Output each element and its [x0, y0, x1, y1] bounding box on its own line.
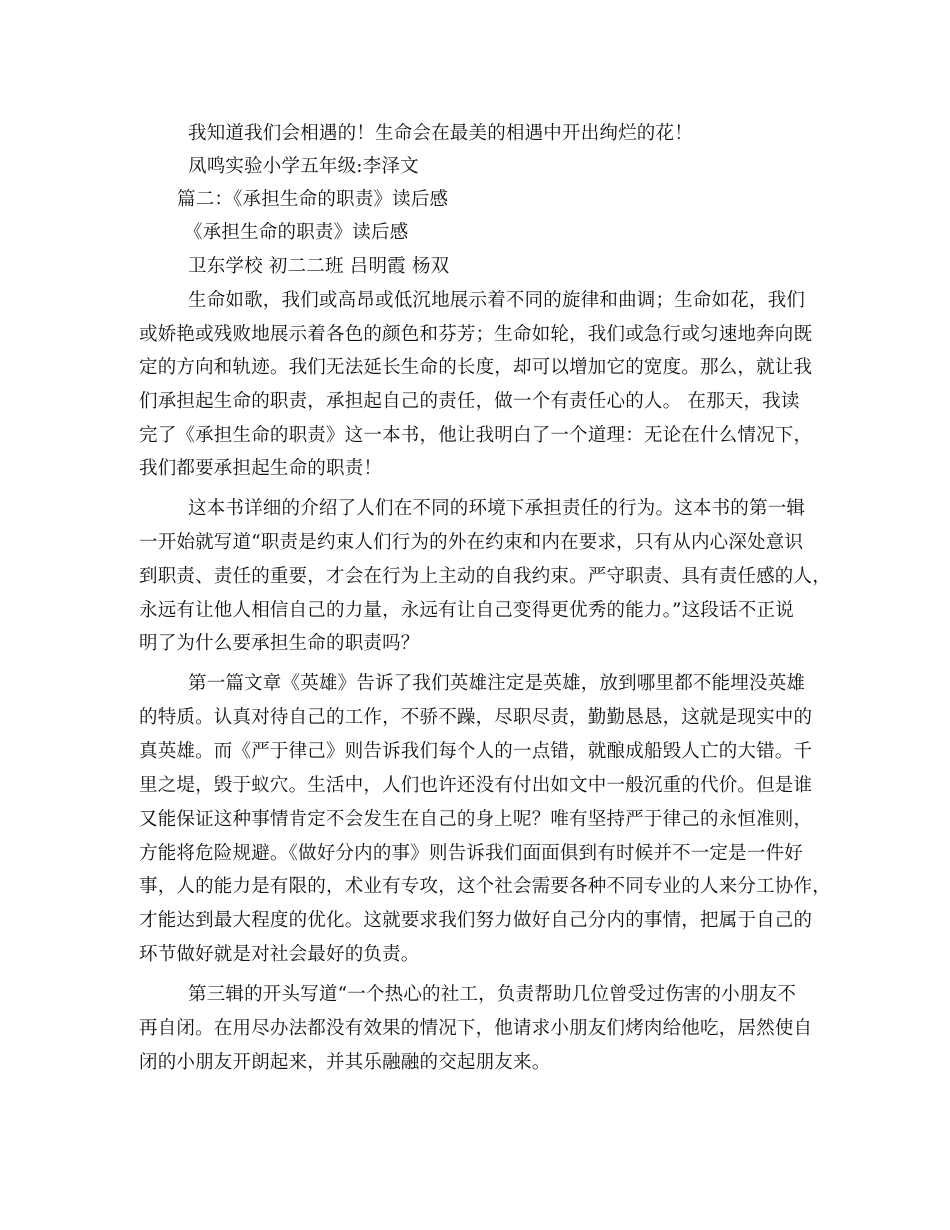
paragraph-line: 才能达到最大程度的优化。这就要求我们努力做好自己分内的事情，把属于自己的: [139, 910, 813, 931]
paragraph-line: 第一篇文章《英雄》告诉了我们英雄注定是英雄，放到哪里都不能埋没英雄: [188, 673, 806, 694]
author-line: 凤鸣实验小学五年级:李泽文: [188, 156, 419, 177]
paragraph-line: 事，人的能力是有限的，术业有专攻，这个社会需要各种不同专业的人来分工协作，: [139, 876, 831, 897]
paragraph-line: 我们都要承担起生命的职责！: [139, 458, 383, 479]
paragraph-line: 里之堤，毁于蚁穴。生活中，人们也许还没有付出如文中一般沉重的代价。但是谁: [139, 775, 813, 796]
paragraph-line: 闭的小朋友开朗起来，并其乐融融的交起朋友来。: [139, 1052, 551, 1073]
essay-title: 《承担生命的职责》读后感: [184, 222, 409, 243]
paragraph-line: 完了《承担生命的职责》这一本书，他让我明白了一个道理：无论在什么情况下，: [139, 425, 813, 446]
paragraph-line: 环节做好就是对社会最好的负责。: [139, 944, 420, 965]
paragraph-line: 再自闭。在用尽办法都没有效果的情况下，他请求小朋友们烤肉给他吃，居然使自: [139, 1018, 813, 1039]
paragraph-line: 又能保证这种事情肯定不会发生在自己的身上呢？唯有坚持严于律己的永恒准则，: [139, 809, 813, 830]
paragraph-line: 这本书详细的介绍了人们在不同的环境下承担责任的行为。这本书的第一辑: [188, 498, 806, 519]
text-line: 我知道我们会相遇的！生命会在最美的相遇中开出绚烂的花！: [188, 123, 693, 144]
paragraph-line: 或娇艳或残败地展示着各色的颜色和芬芳；生命如轮，我们或急行或匀速地奔向既: [139, 324, 813, 345]
paragraph-line: 第三辑的开头写道“一个热心的社工，负责帮助几位曾受过伤害的小朋友不: [188, 984, 797, 1005]
paragraph-line: 到职责、责任的重要，才会在行为上主动的自我约束。严守职责、具有责任感的人，: [139, 566, 831, 587]
paragraph-line: 明了为什么要承担生命的职责吗？: [139, 633, 420, 654]
paragraph-line: 一开始就写道“职责是约束人们行为的外在约束和内在要求，只有从内心深处意识: [139, 532, 804, 553]
paragraph-line: 生命如歌，我们或高昂或低沉地展示着不同的旋律和曲调；生命如花，我们: [188, 290, 806, 311]
paragraph-line: 真英雄。而《严于律己》则告诉我们每个人的一点错，就酿成船毁人亡的大错。千: [139, 741, 813, 762]
paragraph-line: 的特质。认真对待自己的工作，不骄不躁，尽职尽责，勤勤恳恳，这就是现实中的: [139, 707, 813, 728]
paragraph-line: 定的方向和轨迹。我们无法延长生命的长度，却可以增加它的宽度。那么，就让我: [139, 357, 813, 378]
byline: 卫东学校 初二二班 吕明霞 杨双: [188, 256, 450, 277]
section-heading: 篇二：《承担生命的职责》读后感: [177, 189, 449, 210]
paragraph-line: 永远有让他人相信自己的力量，永远有让自己变得更优秀的能力。”这段话不正说: [139, 600, 794, 621]
paragraph-line: 们承担起生命的职责，承担起自己的责任，做一个有责任心的人。 在那天，我读: [139, 391, 800, 412]
paragraph-line: 方能将危险规避。《做好分内的事》则告诉我们面面俱到有时候并不一定是一件好: [139, 843, 803, 864]
